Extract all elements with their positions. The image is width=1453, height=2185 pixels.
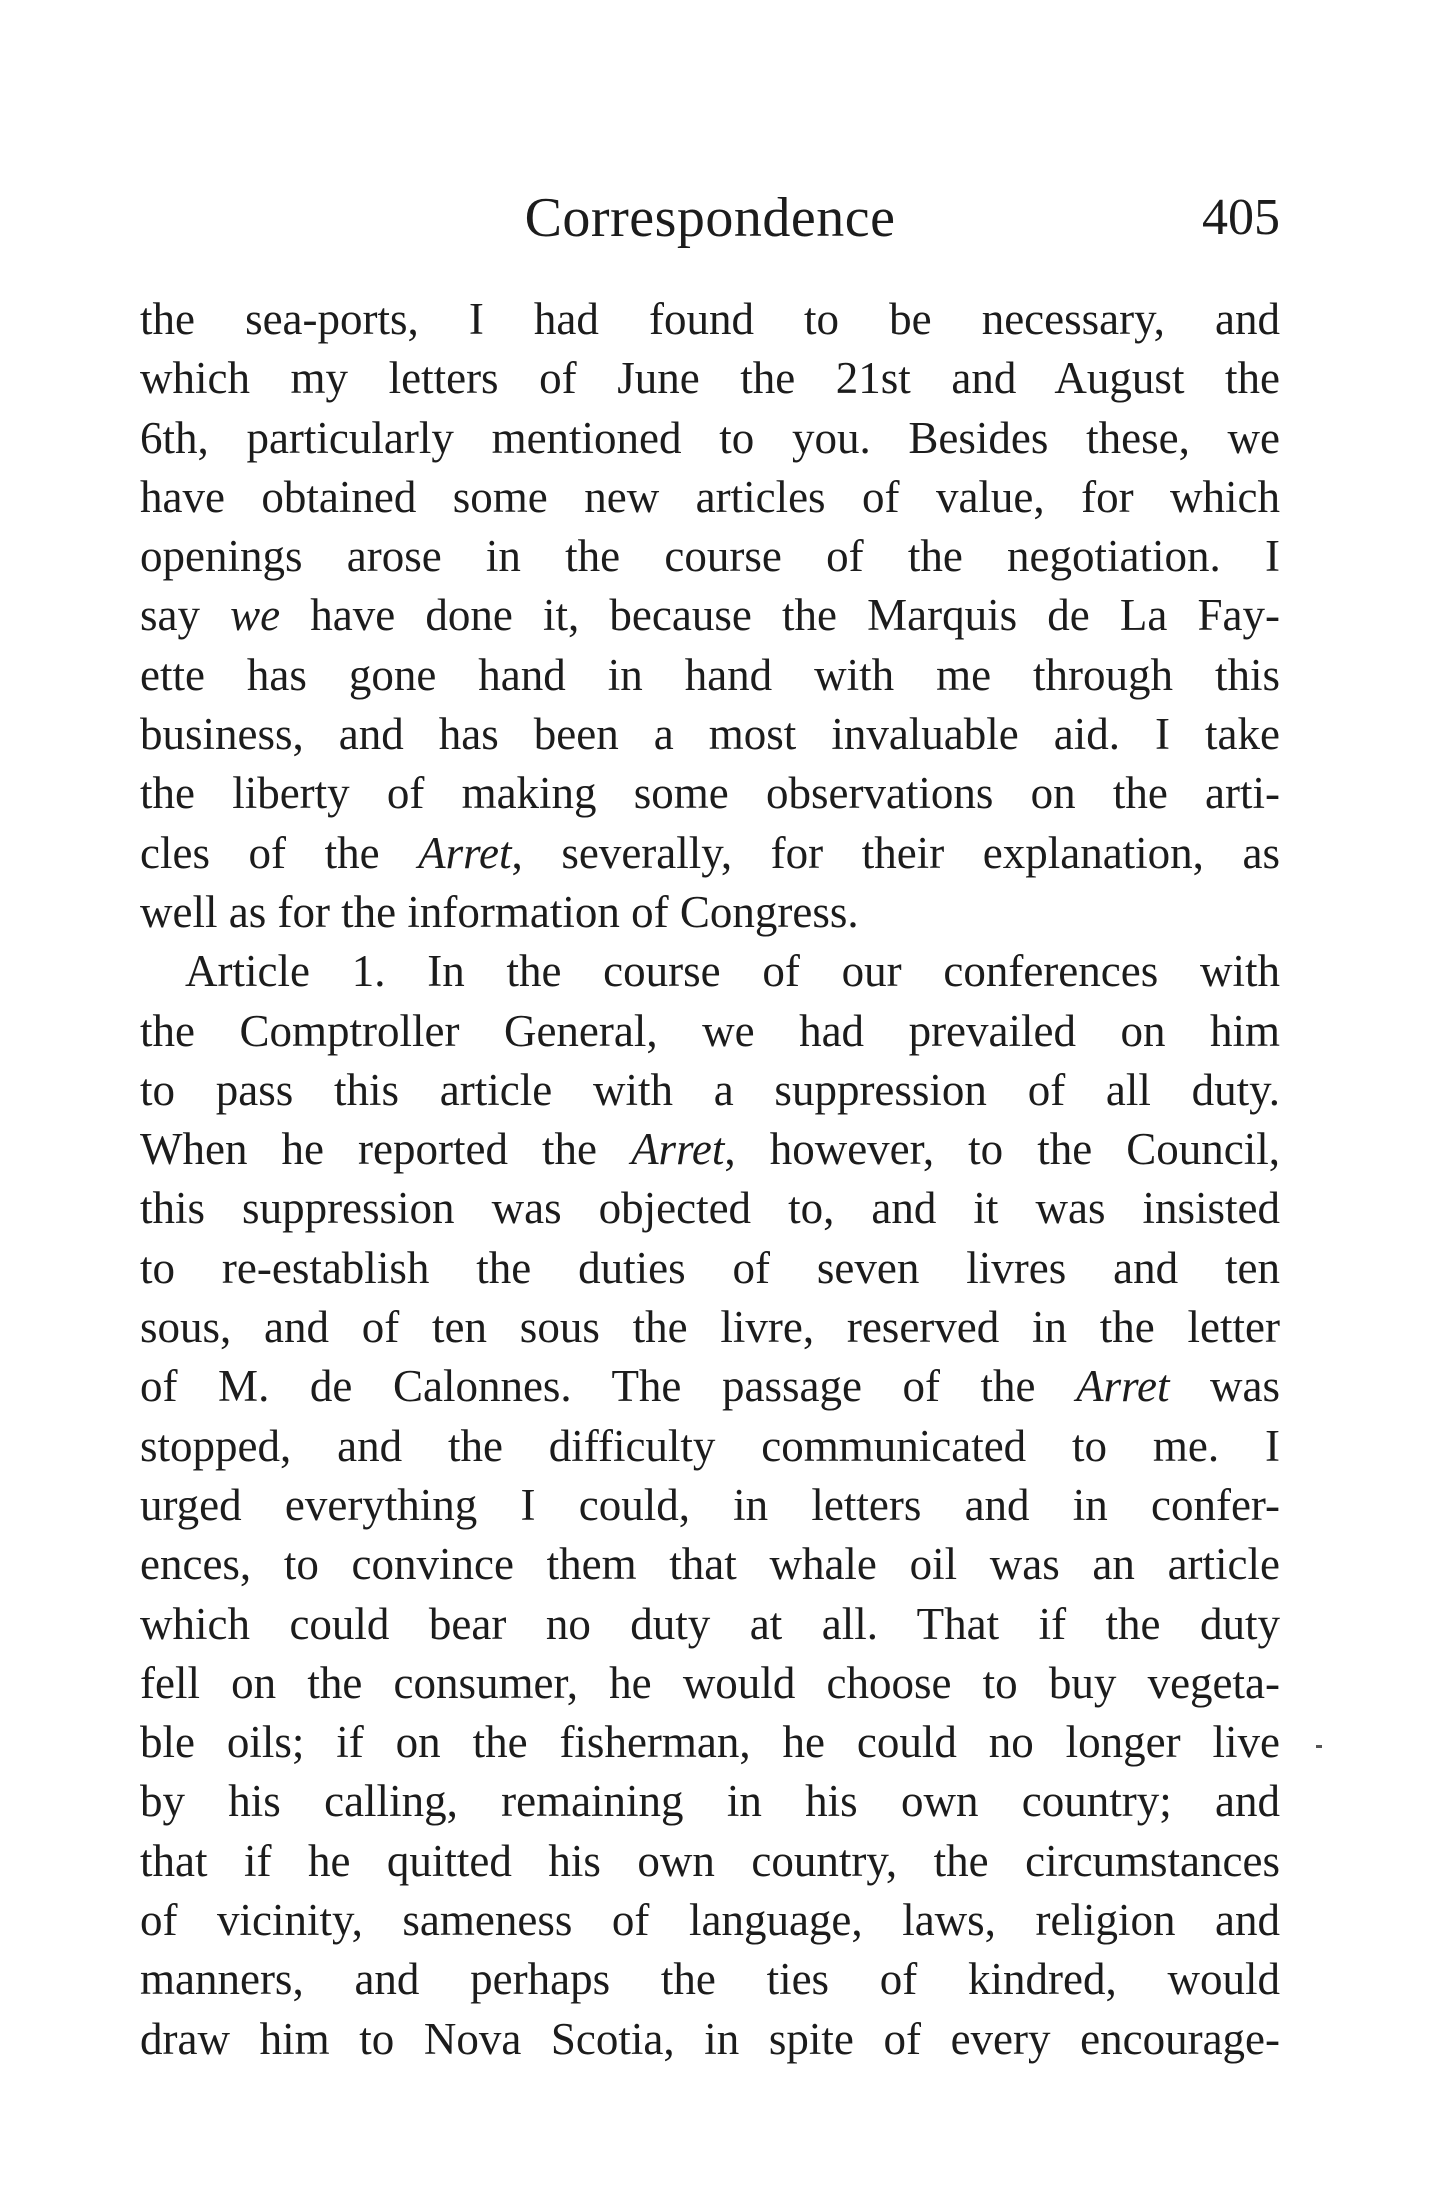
text-line: openings arose in the course of the negotiation. I [140,531,1280,582]
text-line: the sea-ports, I had found to be necessary, and [140,294,1280,344]
text-line: manners, and perhaps the ties of kindred, would [140,1954,1280,2005]
text-line: 6th, particularly mentioned to you. Besides these, we [140,412,1280,463]
text-line: urged everything I could, in letters and in confer- [140,1479,1280,1530]
text-line: fell on the consumer, he would choose to buy vegeta- [140,1657,1280,1708]
text-line: of vicinity, sameness of language, laws, religion and [140,1895,1280,1946]
text-line: sous, and of ten sous the livre, reserved in the letter [140,1302,1280,1353]
text-line: that if he quitted his own country, the circumstances [140,1835,1280,1886]
text-line: cles of the Arret, severally, for their explanation, as [140,827,1280,878]
text-line: business, and has been a most invaluable aid. I take [140,709,1280,760]
running-title: Correspondence [524,187,896,249]
text-line: of M. de Calonnes. The passage of the Arret was [140,1361,1281,1412]
text-line: this suppression was objected to, and it was insisted [140,1183,1280,1234]
text-line: say we have done it, because the Marquis de La Fay- [140,590,1280,641]
text-line: the liberty of making some observations on the arti- [140,768,1280,819]
margin-mark [1316,1745,1322,1748]
text-line: stopped, and the difficulty communicated to me. I [140,1420,1280,1471]
text-line: ette has gone hand in hand with me through this [140,649,1280,700]
text-line: the Comptroller General, we had prevailed on him [140,1005,1280,1056]
text-line: by his calling, remaining in his own country; and [140,1776,1280,1827]
body-text [140,290,1280,2069]
text-line-paragraph-start: Article 1. In the course of our conferences with [185,946,1280,997]
page-number: 405 [1202,189,1280,246]
text-line: When he reported the Arret, however, to the Council, [140,1124,1280,1175]
text-line: to pass this article with a suppression of all duty. [140,1064,1280,1115]
text-line: ble oils; if on the fisherman, he could no longer live [140,1717,1280,1768]
text-line: ences, to convince them that whale oil was an article [140,1539,1280,1590]
text-line: to re-establish the duties of seven livres and ten [140,1242,1280,1293]
text-line: have obtained some new articles of value, for which [140,471,1280,522]
text-line: which my letters of June the 21st and August the [140,353,1280,404]
text-line: which could bear no duty at all. That if the duty [140,1598,1280,1649]
text-line: draw him to Nova Scotia, in spite of every encourage- [140,2013,1280,2064]
text-line: well as for the information of Congress. [140,886,859,937]
running-head [140,178,1280,258]
